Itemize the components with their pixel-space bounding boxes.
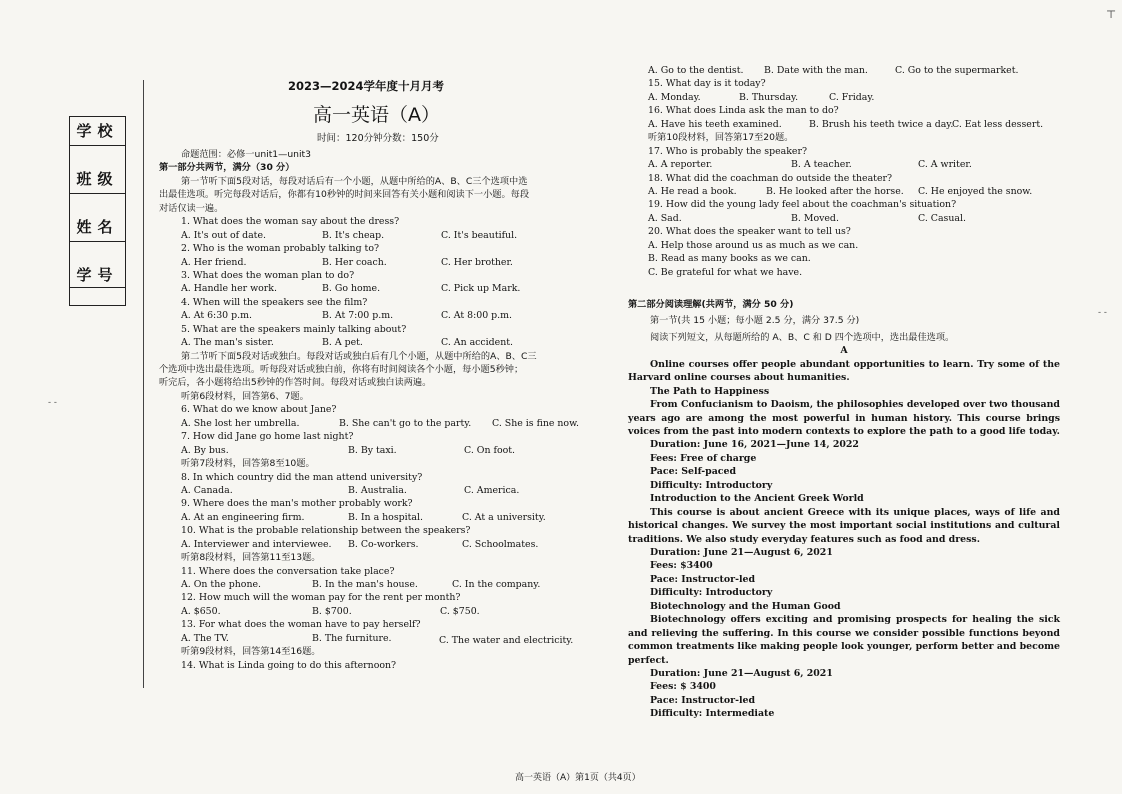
question-stem: 2. Who is the woman probably talking to?: [181, 243, 379, 255]
option-b: B. Moved.: [791, 212, 839, 224]
option-a: A. Interviewer and interviewee.: [181, 538, 332, 550]
question-stem: 16. What does Linda ask the man to do?: [648, 105, 839, 117]
option-c: C. At 8:00 p.m.: [441, 310, 513, 322]
option-c: C. She is fine now.: [492, 417, 579, 429]
option-a: A. Have his teeth examined.: [648, 118, 782, 130]
question-options: [628, 212, 1060, 225]
question-options: [628, 185, 1060, 198]
course-difficulty: Difficulty: Introductory: [650, 479, 773, 491]
part2-section1: 第一节(共 15 小题；每小题 2.5 分，满分 37.5 分): [650, 315, 860, 327]
part1-heading: 第一部分共两节，满分（30 分）: [159, 162, 295, 174]
option-a: A. Help those around us as much as we can.: [648, 239, 859, 251]
question-options: [159, 309, 579, 322]
question-stem: 14. What is Linda going to do this afternoon?: [181, 659, 397, 671]
option-a: A. At 6:30 p.m.: [181, 310, 252, 322]
course-fees: Fees: $3400: [650, 560, 713, 572]
option-a: A. By bus.: [181, 444, 229, 456]
material-note: 听第7段材料，回答第8至10题。: [181, 458, 315, 470]
option-a: A. Go to the dentist.: [648, 65, 744, 76]
instruction-line: 第一节听下面5段对话，每段对话后有一个小题，从题中所给的A、B、C三个选项中选: [181, 175, 528, 187]
option-b: B. She can't go to the party.: [339, 417, 472, 429]
course-pace: Pace: Instructor-led: [650, 573, 756, 585]
right-column: [628, 64, 1060, 721]
option-b: B. Brush his teeth twice a day.: [809, 118, 954, 130]
part2-instruction: 阅读下列短文，从每题所给的 A、B、C 和 D 四个选项中，选出最佳选项。: [650, 331, 955, 343]
option-b: B. Thursday.: [739, 91, 799, 103]
option-a: A. The TV.: [181, 632, 229, 644]
option-a: A. $650.: [181, 605, 221, 617]
course-title: Introduction to the Ancient Greek World: [650, 493, 864, 505]
option-c: C. Be grateful for what we have.: [648, 266, 803, 278]
question-options: [628, 91, 1060, 104]
binding-line: [143, 80, 144, 688]
course-duration: Duration: June 16, 2021—June 14, 2022: [650, 439, 859, 451]
option-c: C. A writer.: [918, 159, 972, 171]
option-b: B. A teacher.: [791, 159, 852, 171]
course-difficulty: Difficulty: Intermediate: [650, 708, 775, 720]
option-a: A. Sad.: [648, 212, 682, 224]
question-stem: 20. What does the speaker want to tell us?: [648, 226, 851, 238]
course-fees: Fees: $ 3400: [650, 681, 716, 693]
question-stem: 10. What is the probable relationship between the speakers?: [181, 525, 471, 537]
school-label: 学校: [76, 122, 119, 140]
option-b: B. Her coach.: [322, 256, 387, 268]
course-description: This course is about ancient Greece with its unique places, ways of life and historical changes. We survey the most important social institutions and cultural traditions. We also study everyday features such as food and dress.: [628, 506, 1060, 545]
instruction-line: 听完后，各小题将给出5秒钟的作答时间。每段对话或独白读两遍。: [159, 377, 432, 389]
course-title: The Path to Happiness: [650, 385, 770, 397]
instruction-line: 出最佳选项。听完每段对话后，你都有10秒钟的时间来回答有关小题和阅读下一小题。每段: [159, 189, 530, 201]
option-c: C. Schoolmates.: [462, 538, 539, 550]
question-stem: 3. What does the woman plan to do?: [181, 269, 355, 281]
option-b: B. Read as many books as we can.: [648, 253, 811, 265]
option-c: C. At a university.: [462, 511, 546, 523]
question-stem: 18. What did the coachman do outside the theater?: [648, 172, 892, 184]
scan-mark: ⊤: [1106, 8, 1117, 21]
question-stem: 12. How much will the woman pay for the rent per month?: [181, 592, 461, 604]
option-b: B. The furniture.: [312, 632, 392, 644]
question-stem: 7. How did Jane go home last night?: [181, 431, 354, 443]
option-c: C. The water and electricity.: [439, 634, 574, 646]
course-difficulty: Difficulty: Introductory: [650, 587, 773, 599]
question-stem: 15. What day is it today?: [648, 78, 766, 90]
question-stem: 11. Where does the conversation take place?: [181, 565, 395, 577]
option-c: C. Her brother.: [441, 256, 513, 268]
scan-mark: - -: [48, 398, 57, 408]
option-a: A. The man's sister.: [181, 337, 274, 349]
course-fees: Fees: Free of charge: [650, 452, 757, 464]
passage-intro: Online courses offer people abundant opportunities to learn. Try some of the Harvard online courses about humanities.: [628, 358, 1060, 384]
option-b: B. By taxi.: [348, 444, 397, 456]
part2-heading: 第二部分阅读理解(共两节，满分 50 分): [628, 299, 794, 310]
option-b: B. Australia.: [348, 484, 407, 496]
question-options: [159, 282, 579, 295]
option-c: C. Casual.: [918, 212, 966, 224]
question-options: [159, 538, 579, 551]
instruction-line: 第二节听下面5段对话或独白。每段对话或独白后有几个小题，从题中所给的A、B、C三: [181, 350, 537, 362]
option-b: B. In a hospital.: [348, 511, 423, 523]
number-label: 学号: [76, 266, 119, 284]
option-a: A. Monday.: [648, 91, 701, 103]
material-note: 听第8段材料，回答第11至13题。: [181, 552, 321, 564]
subject-title: 高一英语（A）: [313, 104, 440, 126]
question-stem: 9. Where does the man's mother probably work?: [181, 498, 413, 510]
option-c: C. In the company.: [452, 579, 541, 590]
option-a: A. At an engineering firm.: [181, 511, 305, 523]
instruction-line: 个选项中选出最佳选项。听每段对话或独白前，你将有时间阅读各个小题，每小题5秒钟；: [159, 364, 524, 375]
option-a: A. Her friend.: [181, 256, 247, 268]
material-note: 听第9段材料，回答第14至16题。: [181, 646, 321, 658]
option-c: C. An accident.: [441, 337, 514, 349]
course-pace: Pace: Self-paced: [650, 466, 737, 478]
question-stem: 4. When will the speakers see the film?: [181, 296, 368, 308]
option-c: C. Pick up Mark.: [441, 283, 521, 295]
option-c: C. Eat less dessert.: [952, 118, 1044, 130]
option-b: B. It's cheap.: [322, 229, 385, 241]
question-options: [628, 118, 1060, 131]
option-c: C. On foot.: [464, 444, 516, 456]
course-duration: Duration: June 21—August 6, 2021: [650, 547, 833, 558]
option-b: B. A pet.: [322, 337, 363, 349]
name-label: 姓名: [76, 218, 119, 236]
option-b: B. Co-workers.: [348, 538, 419, 550]
course-pace: Pace: Instructor-led: [650, 694, 756, 706]
option-c: C. Go to the supermarket.: [895, 65, 1019, 76]
option-a: A. She lost her umbrella.: [181, 417, 300, 429]
option-a: A. Handle her work.: [181, 283, 277, 295]
option-c: C. America.: [464, 484, 520, 496]
question-stem: 5. What are the speakers mainly talking about?: [181, 323, 407, 335]
material-note: 听第10段材料，回答第17至20题。: [648, 132, 794, 144]
question-options: [159, 417, 579, 430]
question-stem: 17. Who is probably the speaker?: [648, 145, 807, 157]
material-note: 听第6段材料，回答第6、7题。: [181, 390, 309, 402]
question-stem: 13. For what does the woman have to pay herself?: [181, 619, 421, 631]
question-options: [159, 256, 579, 269]
option-b: B. At 7:00 p.m.: [322, 310, 394, 322]
option-b: B. In the man's house.: [312, 579, 418, 590]
option-a: A. Canada.: [181, 484, 233, 496]
option-a: A. On the phone.: [181, 579, 262, 590]
option-b: B. Go home.: [322, 283, 381, 295]
student-info-box: [69, 116, 126, 306]
option-c: C. He enjoyed the snow.: [918, 185, 1033, 197]
question-stem: 8. In which country did the man attend university?: [181, 471, 423, 483]
course-duration: Duration: June 21—August 6, 2021: [650, 668, 833, 679]
question-options: [159, 578, 579, 591]
question-options: [159, 336, 579, 349]
option-a: A. A reporter.: [648, 159, 713, 171]
exam-meta: 时间：120分钟分数：150分: [317, 133, 439, 144]
course-title: Biotechnology and the Human Good: [650, 600, 841, 612]
question-options: [159, 484, 579, 497]
question-options: [159, 605, 579, 618]
question-options: [159, 632, 579, 645]
question-options: [159, 229, 579, 242]
question-stem: 19. How did the young lady feel about the coachman's situation?: [648, 199, 957, 211]
question-options: [628, 64, 1060, 77]
course-description: Biotechnology offers exciting and promising prospects for healing the sick and relieving the suffering. In this course we consider possible functions beyond common treatments like making people look younger, perform better and become perfect.: [628, 614, 1060, 666]
left-column: [159, 148, 579, 672]
option-c: C. It's beautiful.: [441, 229, 518, 241]
question-stem: 1. What does the woman say about the dress?: [181, 216, 400, 228]
option-b: B. He looked after the horse.: [766, 185, 904, 197]
scope-line: 命题范围：必修一unit1—unit3: [181, 149, 311, 160]
option-a: A. It's out of date.: [181, 229, 266, 241]
question-options: [628, 158, 1060, 171]
exam-year-title: 2023—2024学年度十月月考: [288, 79, 445, 93]
option-c: C. Friday.: [829, 91, 875, 103]
option-a: A. He read a book.: [648, 185, 737, 197]
question-options: [159, 444, 579, 457]
scan-mark: - -: [1098, 308, 1107, 318]
page-footer: 高一英语（A）第1页（共4页）: [515, 773, 641, 783]
question-stem: 6. What do we know about Jane?: [181, 404, 337, 416]
question-options: [159, 511, 579, 524]
passage-letter: A: [840, 345, 848, 357]
instruction-line: 对话仅读一遍。: [159, 202, 224, 214]
class-label: 班级: [76, 170, 119, 188]
option-c: C. $750.: [440, 605, 480, 617]
option-b: B. $700.: [312, 605, 352, 617]
option-b: B. Date with the man.: [764, 65, 868, 76]
course-description: From Confucianism to Daoism, the philosophies developed over two thousand years ago are among the most powerful in human history. This course brings voices from the past into modern contexts to explore the path to a good life today.: [628, 399, 1060, 437]
